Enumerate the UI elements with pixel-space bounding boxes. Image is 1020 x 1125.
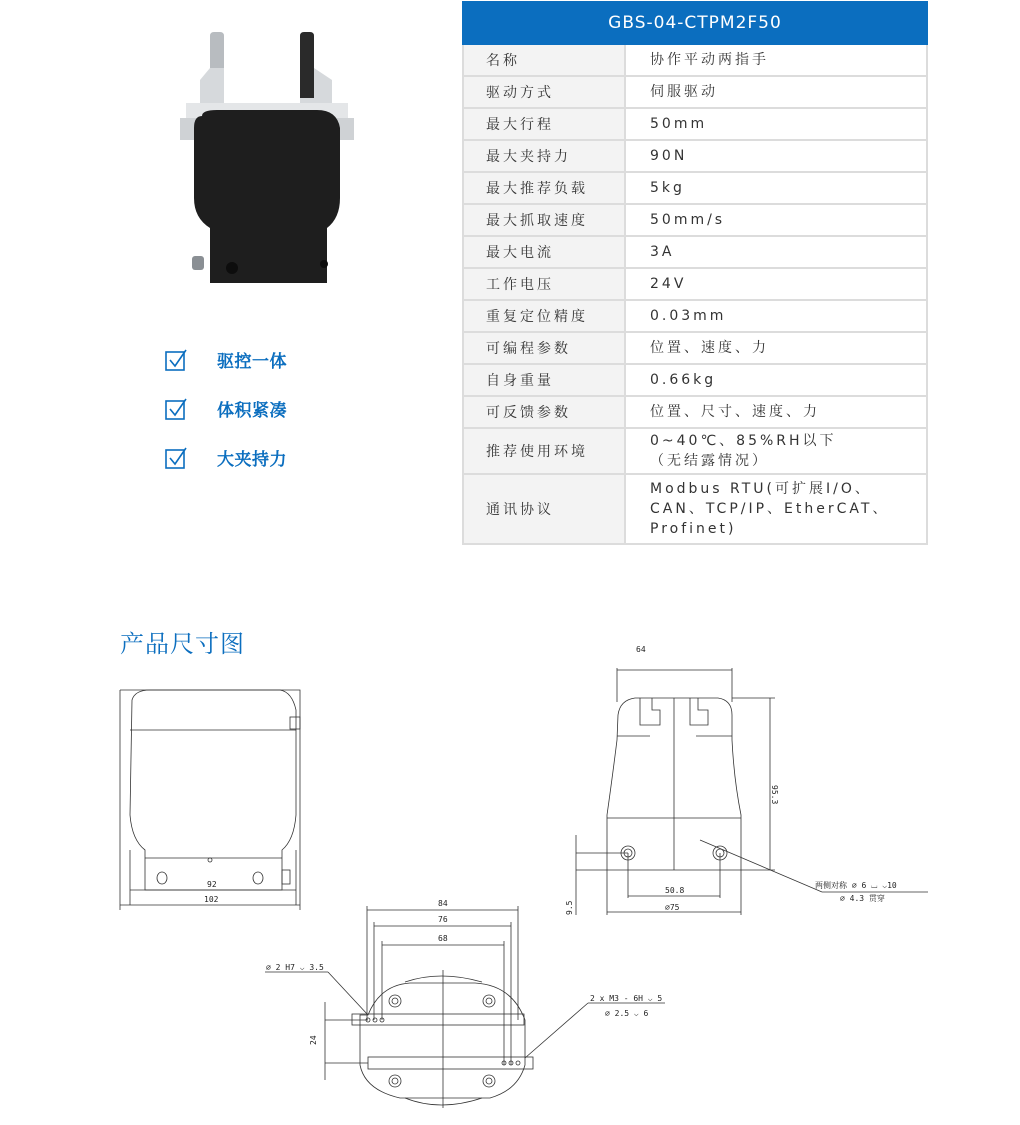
feature-label: 大夹持力 (217, 450, 287, 470)
spec-table (462, 1, 928, 545)
table-row (463, 268, 927, 300)
svg-text:102: 102 (204, 895, 219, 904)
spec-key: 可反馈参数 (463, 396, 625, 428)
spec-key: 最大抓取速度 (463, 204, 625, 236)
spec-value: 3A (625, 236, 927, 268)
spec-key: 名称 (463, 44, 625, 76)
table-row (463, 204, 927, 236)
spec-key: 工作电压 (463, 268, 625, 300)
spec-key: 驱动方式 (463, 76, 625, 108)
spec-value: 50mm (625, 108, 927, 140)
table-row (463, 364, 927, 396)
spec-value: 50mm/s (625, 204, 927, 236)
spec-value: 伺服驱动 (625, 76, 927, 108)
spec-value: 位置、速度、力 (625, 332, 927, 364)
feature-label: 体积紧凑 (217, 401, 287, 421)
feature-list (165, 335, 287, 482)
front-view-drawing (110, 680, 320, 915)
table-row (463, 108, 927, 140)
spec-key: 推荐使用环境 (463, 428, 625, 474)
svg-text:两侧对称 ∅ 6 ⌴ ⌵10: 两侧对称 ∅ 6 ⌴ ⌵10 (815, 881, 897, 890)
table-row (463, 300, 927, 332)
side-view-drawing (560, 630, 940, 920)
table-row (463, 428, 927, 474)
table-row (463, 172, 927, 204)
spec-value: 协作平动两指手 (625, 44, 927, 76)
section-title: 产品尺寸图 (120, 630, 245, 658)
model-header: GBS-04-CTPM2F50 (463, 2, 927, 44)
svg-text:95.3: 95.3 (770, 785, 779, 805)
feature-item (165, 384, 287, 433)
svg-text:68: 68 (438, 934, 448, 943)
svg-text:∅ 4.3 贯穿: ∅ 4.3 贯穿 (840, 894, 885, 903)
top-view-drawing (250, 890, 670, 1125)
table-row (463, 396, 927, 428)
product-photo (172, 28, 362, 288)
spec-key: 自身重量 (463, 364, 625, 396)
checkbox-checked-icon (165, 398, 187, 420)
svg-text:∅75: ∅75 (665, 903, 680, 912)
svg-text:92: 92 (207, 880, 217, 889)
table-row (463, 236, 927, 268)
svg-text:84: 84 (438, 899, 448, 908)
svg-text:64: 64 (636, 645, 646, 654)
feature-label: 驱控一体 (217, 352, 287, 372)
spec-value: 5kg (625, 172, 927, 204)
spec-key: 最大电流 (463, 236, 625, 268)
feature-item (165, 335, 287, 384)
spec-value: 位置、尺寸、速度、力 (625, 396, 927, 428)
svg-text:2 x M3 - 6H ⌵ 5: 2 x M3 - 6H ⌵ 5 (590, 994, 663, 1003)
table-row (463, 76, 927, 108)
spec-key: 最大行程 (463, 108, 625, 140)
svg-text:76: 76 (438, 915, 448, 924)
spec-value: 90N (625, 140, 927, 172)
spec-key: 通讯协议 (463, 474, 625, 544)
table-row (463, 44, 927, 76)
feature-item (165, 433, 287, 482)
svg-text:∅ 2.5 ⌵ 6: ∅ 2.5 ⌵ 6 (605, 1009, 649, 1018)
table-row (463, 140, 927, 172)
spec-key: 重复定位精度 (463, 300, 625, 332)
spec-value: 0~40℃、85%RH以下 （无结露情况） (625, 428, 927, 474)
spec-key: 可编程参数 (463, 332, 625, 364)
svg-text:24: 24 (309, 1035, 318, 1045)
spec-value: 24V (625, 268, 927, 300)
spec-value: 0.03mm (625, 300, 927, 332)
spec-value: 0.66kg (625, 364, 927, 396)
spec-value: Modbus RTU(可扩展I/O、 CAN、TCP/IP、EtherCAT、 Profinet) (625, 474, 927, 544)
checkbox-checked-icon (165, 447, 187, 469)
spec-key: 最大推荐负载 (463, 172, 625, 204)
svg-text:50.8: 50.8 (665, 886, 685, 895)
svg-text:∅ 2 H7 ⌵ 3.5: ∅ 2 H7 ⌵ 3.5 (266, 963, 324, 972)
spec-key: 最大夹持力 (463, 140, 625, 172)
checkbox-checked-icon (165, 349, 187, 371)
table-row (463, 474, 927, 544)
table-row (463, 332, 927, 364)
svg-text:9.5: 9.5 (565, 900, 574, 915)
